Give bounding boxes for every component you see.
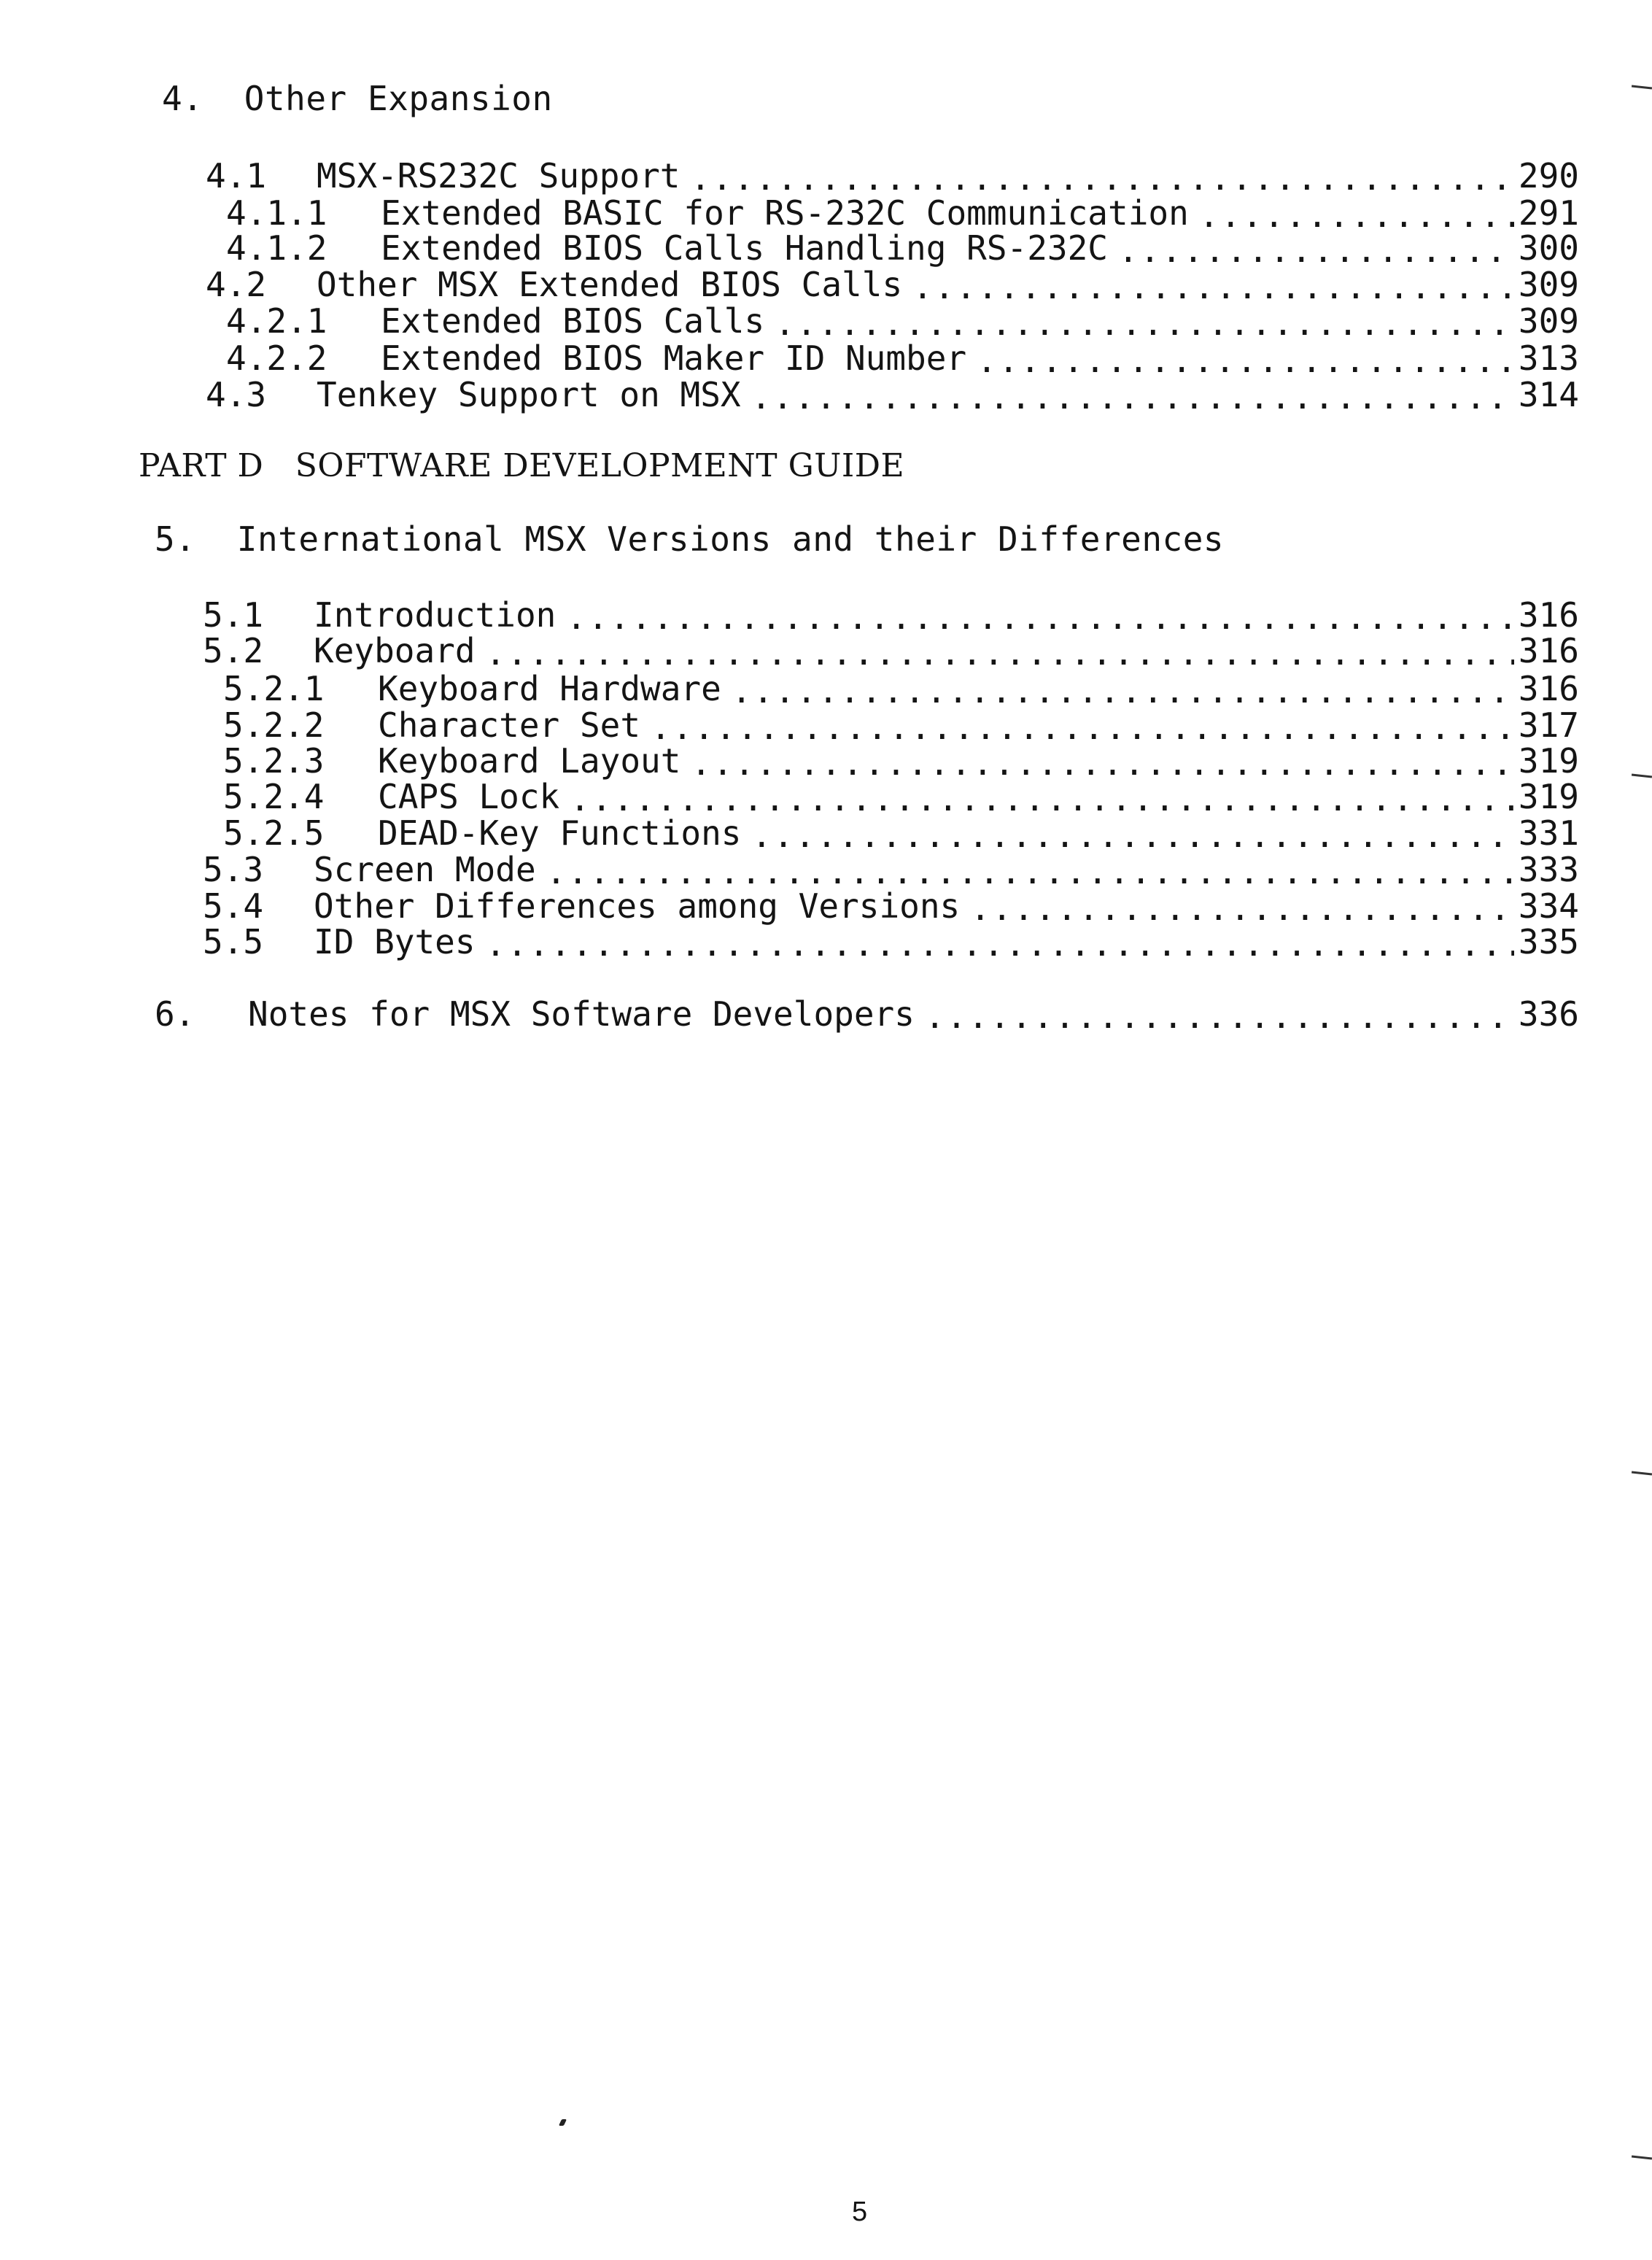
- dot-leader: [752, 819, 1514, 852]
- toc-entry-number: 4.1: [206, 157, 267, 195]
- toc-entry-title: Other MSX Extended BIOS Calls: [317, 266, 903, 303]
- toc-entry-number: 4.1.1: [226, 194, 327, 232]
- toc-entry-4-1-1: [226, 194, 1579, 232]
- toc-entry-number: 5.2.4: [223, 778, 325, 816]
- dot-leader: [570, 782, 1514, 816]
- toc-entry-number: 5.2: [203, 632, 264, 670]
- toc-entry-title: Extended BIOS Calls Handling RS-232C: [381, 229, 1108, 267]
- toc-entry-number: 5.2.1: [223, 670, 325, 708]
- toc-entry-5-2-3: [223, 742, 1579, 780]
- toc-entry-page: 331: [1518, 814, 1579, 852]
- toc-entry-5-2-2: [223, 706, 1579, 744]
- toc-entry-5-1: [203, 596, 1579, 634]
- toc-entry-page: 316: [1518, 670, 1579, 708]
- toc-entry-page: 290: [1518, 157, 1579, 195]
- toc-entry-6: [155, 995, 1579, 1033]
- dot-leader: [546, 855, 1514, 889]
- toc-entry-title: MSX-RS232C Support: [317, 157, 680, 195]
- toc-entry-page: 317: [1518, 706, 1579, 744]
- toc-entry-page: 316: [1518, 632, 1579, 670]
- dot-leader: [486, 927, 1514, 961]
- toc-entry-title: Introduction: [314, 596, 557, 634]
- dot-leader: [970, 891, 1514, 925]
- scan-speck: [559, 2119, 567, 2126]
- toc-entry-page: 333: [1518, 851, 1579, 889]
- dot-leader: [912, 270, 1514, 303]
- toc-entry-page: 300: [1518, 229, 1579, 267]
- toc-entry-4-1: [206, 157, 1579, 195]
- toc-entry-5-3: [203, 851, 1579, 889]
- toc-entry-title: DEAD-Key Functions: [378, 814, 742, 852]
- section-5-heading: 5. International MSX Versions and their Differences: [155, 519, 1225, 559]
- toc-entry-page: 334: [1518, 887, 1579, 925]
- toc-entry-title: Other Differences among Versions: [314, 887, 961, 925]
- toc-entry-title: CAPS Lock: [378, 778, 560, 816]
- toc-entry-title: Extended BIOS Maker ID Number: [381, 339, 967, 377]
- part-d-heading: PART D SOFTWARE DEVELOPMENT GUIDE: [139, 447, 905, 484]
- scan-edge-mark: [1632, 1471, 1652, 1476]
- toc-entry-title: Keyboard Hardware: [378, 670, 721, 708]
- toc-entry-5-2-5: [223, 814, 1579, 852]
- toc-entry-page: 309: [1518, 302, 1579, 340]
- toc-entry-number: 5.2.3: [223, 742, 325, 780]
- toc-entry-page: 335: [1518, 923, 1579, 961]
- toc-entry-4-2-1: [226, 302, 1579, 340]
- toc-entry-number: 5.2.2: [223, 706, 325, 744]
- dot-leader: [1199, 198, 1514, 232]
- toc-entry-number: 4.3: [206, 376, 267, 414]
- dot-leader: [691, 161, 1514, 195]
- toc-entry-number: 5.5: [203, 923, 264, 961]
- toc-entry-number: 4.1.2: [226, 229, 327, 267]
- toc-entry-number: 5.2.5: [223, 814, 325, 852]
- toc-entry-title: ID Bytes: [314, 923, 476, 961]
- dot-leader: [486, 636, 1514, 670]
- toc-entry-page: 313: [1518, 339, 1579, 377]
- toc-entry-title: Extended BIOS Calls: [381, 302, 765, 340]
- toc-entry-number: 5.1: [203, 596, 264, 634]
- toc-entry-page: 314: [1518, 376, 1579, 414]
- scan-edge-mark: [1632, 774, 1652, 778]
- dot-leader: [566, 600, 1514, 634]
- dot-leader: [691, 746, 1513, 780]
- dot-leader: [775, 306, 1514, 340]
- toc-entry-number: 4.2.2: [226, 339, 327, 377]
- toc-entry-title: Character Set: [378, 706, 641, 744]
- toc-entry-number: 5.4: [203, 887, 264, 925]
- toc-entry-page: 309: [1518, 266, 1579, 303]
- dot-leader: [977, 344, 1514, 377]
- toc-entry-page: 319: [1518, 778, 1579, 816]
- toc-entry-4-2-2: [226, 339, 1579, 377]
- toc-entry-title: Extended BASIC for RS-232C Communication: [381, 194, 1189, 232]
- toc-entry-page: 319: [1518, 742, 1579, 780]
- toc-entry-number: 4.2.1: [226, 302, 327, 340]
- dot-leader: [732, 674, 1514, 708]
- toc-entry-5-5: [203, 923, 1579, 961]
- toc-entry-title: Keyboard Layout: [378, 742, 681, 780]
- section-4-heading: 4. Other Expansion: [162, 79, 553, 118]
- scan-edge-mark: [1632, 2156, 1652, 2160]
- toc-entry-title: Screen Mode: [314, 851, 536, 889]
- toc-entry-number: 6.: [155, 995, 195, 1033]
- toc-entry-5-2-1: [223, 670, 1579, 708]
- dot-leader: [1118, 233, 1514, 267]
- toc-entry-page: 316: [1518, 596, 1579, 634]
- toc-entry-5-2: [203, 632, 1579, 670]
- toc-entry-5-4: [203, 887, 1579, 925]
- page-number: 5: [852, 2197, 868, 2227]
- toc-entry-4-2: [206, 266, 1579, 303]
- dot-leader: [925, 999, 1514, 1033]
- toc-entry-number: 5.3: [203, 851, 264, 889]
- toc-entry-page: 291: [1518, 194, 1579, 232]
- dot-leader: [651, 711, 1514, 744]
- toc-entry-4-3: [206, 376, 1579, 414]
- toc-entry-title: Keyboard: [314, 632, 476, 670]
- toc-entry-5-2-4: [223, 778, 1579, 816]
- toc-entry-title: Notes for MSX Software Developers: [248, 995, 915, 1033]
- toc-entry-page: 336: [1518, 995, 1579, 1033]
- toc-entry-4-1-2: [226, 229, 1579, 267]
- toc-entry-number: 4.2: [206, 266, 267, 303]
- toc-entry-title: Tenkey Support on MSX: [317, 376, 741, 414]
- dot-leader: [751, 380, 1514, 414]
- scan-edge-mark: [1632, 85, 1652, 90]
